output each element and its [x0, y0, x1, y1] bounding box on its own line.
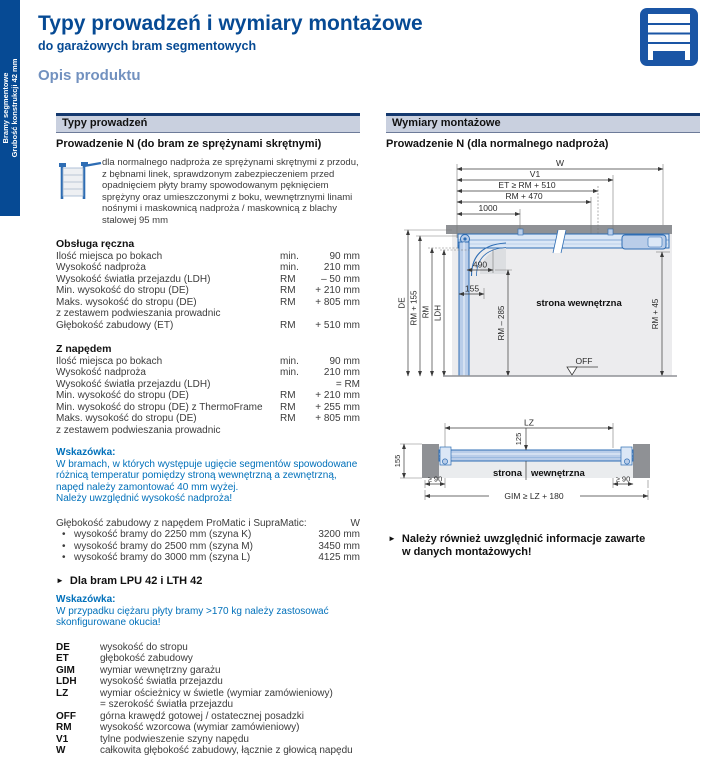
row-reference: min. [280, 355, 299, 367]
right-column [386, 113, 700, 150]
legend-desc-line1: całkowita głębokość zabudowy, łącznie z głowicą napędu [100, 745, 353, 756]
legend-term: ET [56, 653, 69, 664]
triangle-icon [56, 575, 70, 587]
legend-description [100, 665, 360, 677]
note-line-1: Należy również uwzględnić informacje zawarte [401, 533, 646, 545]
depth-column-header: W [350, 517, 360, 529]
row-value: – 50 mm [321, 273, 360, 285]
legend-desc-line1: wysokość do stropu [100, 641, 188, 653]
mounting-data-note [388, 533, 688, 559]
depth-heading-row [56, 518, 360, 530]
table-row [56, 356, 360, 368]
legend-description [100, 734, 360, 746]
legend-row [56, 676, 360, 688]
row-reference: RM [280, 390, 296, 401]
row-reference: RM [280, 413, 296, 424]
dim-155-plan: 155 [393, 454, 402, 468]
row-label: z zestawem podwieszania prowadnic [56, 424, 221, 436]
legend-term: W [56, 745, 66, 756]
hint-block-1 [56, 447, 360, 505]
left-wall [422, 444, 439, 478]
legend-term: OFF [56, 710, 76, 722]
row-label: Wysokość światła przejazdu (LDH) [56, 378, 211, 390]
dim-v1: V1 [529, 169, 541, 179]
dim-rm285: RM – 285 [497, 305, 506, 341]
row-value: + 510 mm [315, 319, 360, 331]
row-value: 210 mm [323, 262, 360, 273]
legend-description [100, 642, 360, 654]
row-label: Maks. wysokość do stropu (DE) [56, 413, 197, 424]
for-doors-text: Dla bram LPU 42 i LTH 42 [69, 574, 203, 587]
dim-90-left: ≥ 90 [427, 474, 443, 484]
dim-rm: RM [421, 305, 431, 319]
page-section-label: Opis produktu [38, 67, 141, 84]
row-label: • wysokość bramy do 3000 mm (szyna L) [56, 552, 310, 564]
legend-term: RM [56, 722, 72, 733]
dim-gim: GIM ≥ LZ + 180 [504, 491, 564, 501]
legend-description [100, 653, 360, 665]
row-label: Wysokość nadproża [56, 262, 146, 273]
row-reference: RM [280, 319, 296, 331]
page-subtitle: do garażowych bram segmentowych [38, 39, 257, 53]
left-column [56, 113, 360, 757]
dim-rm470: RM + 470 [505, 191, 543, 201]
sidebar-line-1: Bramy segmentowe [1, 72, 10, 144]
inner-side-label: strona wewnętrzna [536, 298, 622, 309]
row-value [310, 425, 360, 437]
row-reference: min. [280, 250, 299, 262]
table-row [56, 379, 360, 391]
row-reference: RM [280, 401, 296, 413]
hint-text: W bramach, w których występuje ugięcie segmentów spowodowane różnicą temperatur pomiędzy stroną wewnętrzną a zewnętrzną, napęd należy zamontować 40 mm wyżej. [56, 458, 358, 493]
section-header-wymiary: Wymiary montażowe [386, 113, 700, 133]
subsection-prowadzenie-n: Prowadzenie N (do bram ze sprężynami skrętnymi) [56, 137, 322, 150]
table-row [56, 390, 360, 402]
dim-490: 490 [472, 259, 488, 270]
row-value: 90 mm [329, 355, 360, 367]
row-reference: RM [280, 285, 296, 296]
row-label: z zestawem podwieszania prowadnic [56, 308, 221, 319]
side-view-diagram [386, 146, 699, 400]
inner-side-label-b: wewnętrzna [531, 468, 585, 479]
dim-lz: LZ [524, 417, 534, 428]
row-label: Ilość miejsca po bokach [56, 250, 163, 262]
legend-row [56, 745, 360, 757]
row-reference [280, 379, 310, 391]
page-title: Typy prowadzeń i wymiary montażowe [38, 12, 423, 35]
note-line-2: w danych montażowych! [402, 546, 532, 558]
table-row [56, 262, 360, 274]
table-row [56, 308, 360, 320]
legend-desc-line1: wymiar ościeżnicy w świetle (wymiar zamówieniowy) [100, 687, 333, 699]
legend-term: LDH [56, 676, 77, 687]
hint-title: Wskazówka: [56, 594, 116, 605]
powered-table [56, 356, 360, 437]
row-value: + 210 mm [315, 390, 360, 401]
legend-row [56, 688, 360, 711]
hint-text-2: Należy uwzględnić wysokość nadproża! [56, 493, 233, 504]
legend-desc-line1: tylne podwieszenie szyny napędu [100, 733, 249, 745]
legend-row [56, 722, 360, 734]
row-value: = RM [335, 378, 360, 390]
row-label: Wysokość nadproża [56, 367, 146, 378]
inner-side-label-a: strona [492, 468, 522, 479]
triangle-icon [388, 533, 402, 545]
off-label: OFF [575, 356, 593, 366]
legend-desc-line1: głębokość zabudowy [100, 653, 193, 664]
legend-description [100, 722, 360, 734]
legend-description [100, 688, 360, 711]
row-value: + 210 mm [315, 285, 360, 296]
table-row [56, 541, 360, 553]
row-value: 3200 mm [318, 529, 360, 540]
dim-ldh: LDH [433, 304, 443, 322]
section-header-typy-prowadzen: Typy prowadzeń [56, 113, 360, 133]
dim-155: 155 [464, 283, 480, 294]
dim-de: DE [397, 297, 407, 309]
table-row [56, 320, 360, 332]
table-row [56, 285, 360, 297]
row-value: + 805 mm [315, 413, 360, 424]
depth-heading: Głębokość zabudowy z napędem ProMatic i SupraMatic: [56, 517, 307, 529]
legend-desc-line2: = szerokość światła przejazdu [100, 699, 234, 710]
legend-description [100, 711, 360, 723]
dim-rm45: RM + 45 [651, 298, 660, 330]
legend-list [56, 642, 360, 757]
legend-description [100, 676, 360, 688]
door-panel-plan [439, 450, 633, 461]
table-row [56, 297, 360, 309]
depth-table [56, 529, 360, 564]
dim-1000: 1000 [478, 203, 498, 213]
legend-row [56, 653, 360, 665]
legend-desc-line1: wysokość wzorcowa (wymiar zamówieniowy) [100, 722, 300, 733]
table-row [56, 251, 360, 263]
row-reference: RM [280, 273, 296, 285]
row-reference [280, 308, 310, 320]
row-label: Min. wysokość do stropu (DE) z ThermoFrame [56, 401, 263, 413]
dim-90-right: ≥ 90 [615, 474, 631, 484]
hint-block-2 [56, 594, 360, 629]
table-row [56, 274, 360, 286]
legend-term: GIM [56, 664, 75, 676]
table-row [56, 367, 360, 379]
legend-desc-line1: wymiar wewnętrzny garażu [100, 664, 221, 676]
row-value [310, 308, 360, 320]
row-value: 210 mm [323, 367, 360, 378]
row-value: 4125 mm [318, 552, 360, 563]
manual-table-title: Obsługa ręczna [56, 238, 135, 250]
plan-view-diagram [386, 414, 699, 526]
manual-table [56, 251, 360, 332]
row-label: Maks. wysokość do stropu (DE) [56, 296, 197, 308]
legend-desc-line1: górna krawędź gotowej / ostatecznej posadzki [100, 710, 305, 722]
row-reference: min. [280, 262, 299, 273]
row-label: Min. wysokość do stropu (DE) [56, 390, 189, 401]
legend-term: LZ [56, 687, 69, 699]
hint-text: W przypadku ciężaru płyty bramy >170 kg należy zastosować skonfigurowane okucia! [56, 605, 329, 628]
dim-125: 125 [514, 432, 523, 446]
legend-row [56, 711, 360, 723]
legend-term: DE [56, 641, 70, 653]
row-label: Głębokość zabudowy (ET) [56, 319, 174, 331]
table-row [56, 425, 360, 437]
dim-rm155: RM + 155 [409, 290, 419, 326]
row-reference: RM [280, 296, 296, 308]
table-row [56, 413, 360, 425]
sidebar-brand-bar [0, 0, 20, 216]
powered-table-title: Z napędem [56, 343, 112, 355]
row-value: 90 mm [329, 250, 360, 262]
sidebar-vertical-text [0, 0, 20, 216]
table-row [56, 552, 360, 564]
table-row [56, 529, 360, 541]
sectional-door-icon [56, 159, 102, 207]
legend-row [56, 665, 360, 677]
row-reference: min. [280, 367, 299, 378]
hint-title: Wskazówka: [56, 447, 116, 458]
right-wall [633, 444, 650, 478]
dim-w: W [555, 158, 565, 168]
legend-row [56, 642, 360, 654]
intro-text: dla normalnego nadproża ze sprężynami skrętnymi z przodu, z bębnami linek, sprawdzonym zabezpieczeniem przed opadnięciem płyty bramy spowodowanym pęknięciem sprężyny oraz umieszczonymi z boku, wewnętrznymi linami nośnymi i maskownicą nadproża / maskownicą z blachy stalowej 95 mm [102, 157, 359, 226]
row-label: Ilość miejsca po bokach [56, 355, 163, 367]
dim-et: ET ≥ RM + 510 [498, 180, 556, 190]
garage-door-icon [640, 8, 698, 71]
intro-block [56, 157, 360, 226]
row-label: Wysokość światła przejazdu (LDH) [56, 273, 211, 285]
row-value: + 805 mm [315, 296, 360, 308]
row-value: 3450 mm [318, 540, 360, 552]
row-label: • wysokość bramy do 2250 mm (szyna K) [56, 529, 310, 541]
table-row [56, 402, 360, 414]
row-label: Min. wysokość do stropu (DE) [56, 285, 189, 296]
legend-row [56, 734, 360, 746]
row-label: • wysokość bramy do 2500 mm (szyna M) [56, 541, 310, 553]
legend-desc-line1: wysokość światła przejazdu [100, 676, 223, 687]
row-value: + 255 mm [315, 401, 360, 413]
for-doors-line [56, 576, 360, 588]
sidebar-line-2: Grubość konstrukcji 42 mm [10, 58, 19, 158]
legend-term: V1 [56, 733, 69, 745]
legend-description [100, 745, 360, 757]
row-reference [280, 425, 310, 437]
subsection-prowadzenie-n-right: Prowadzenie N (dla normalnego nadproża) [386, 137, 609, 150]
page-header [38, 12, 618, 84]
